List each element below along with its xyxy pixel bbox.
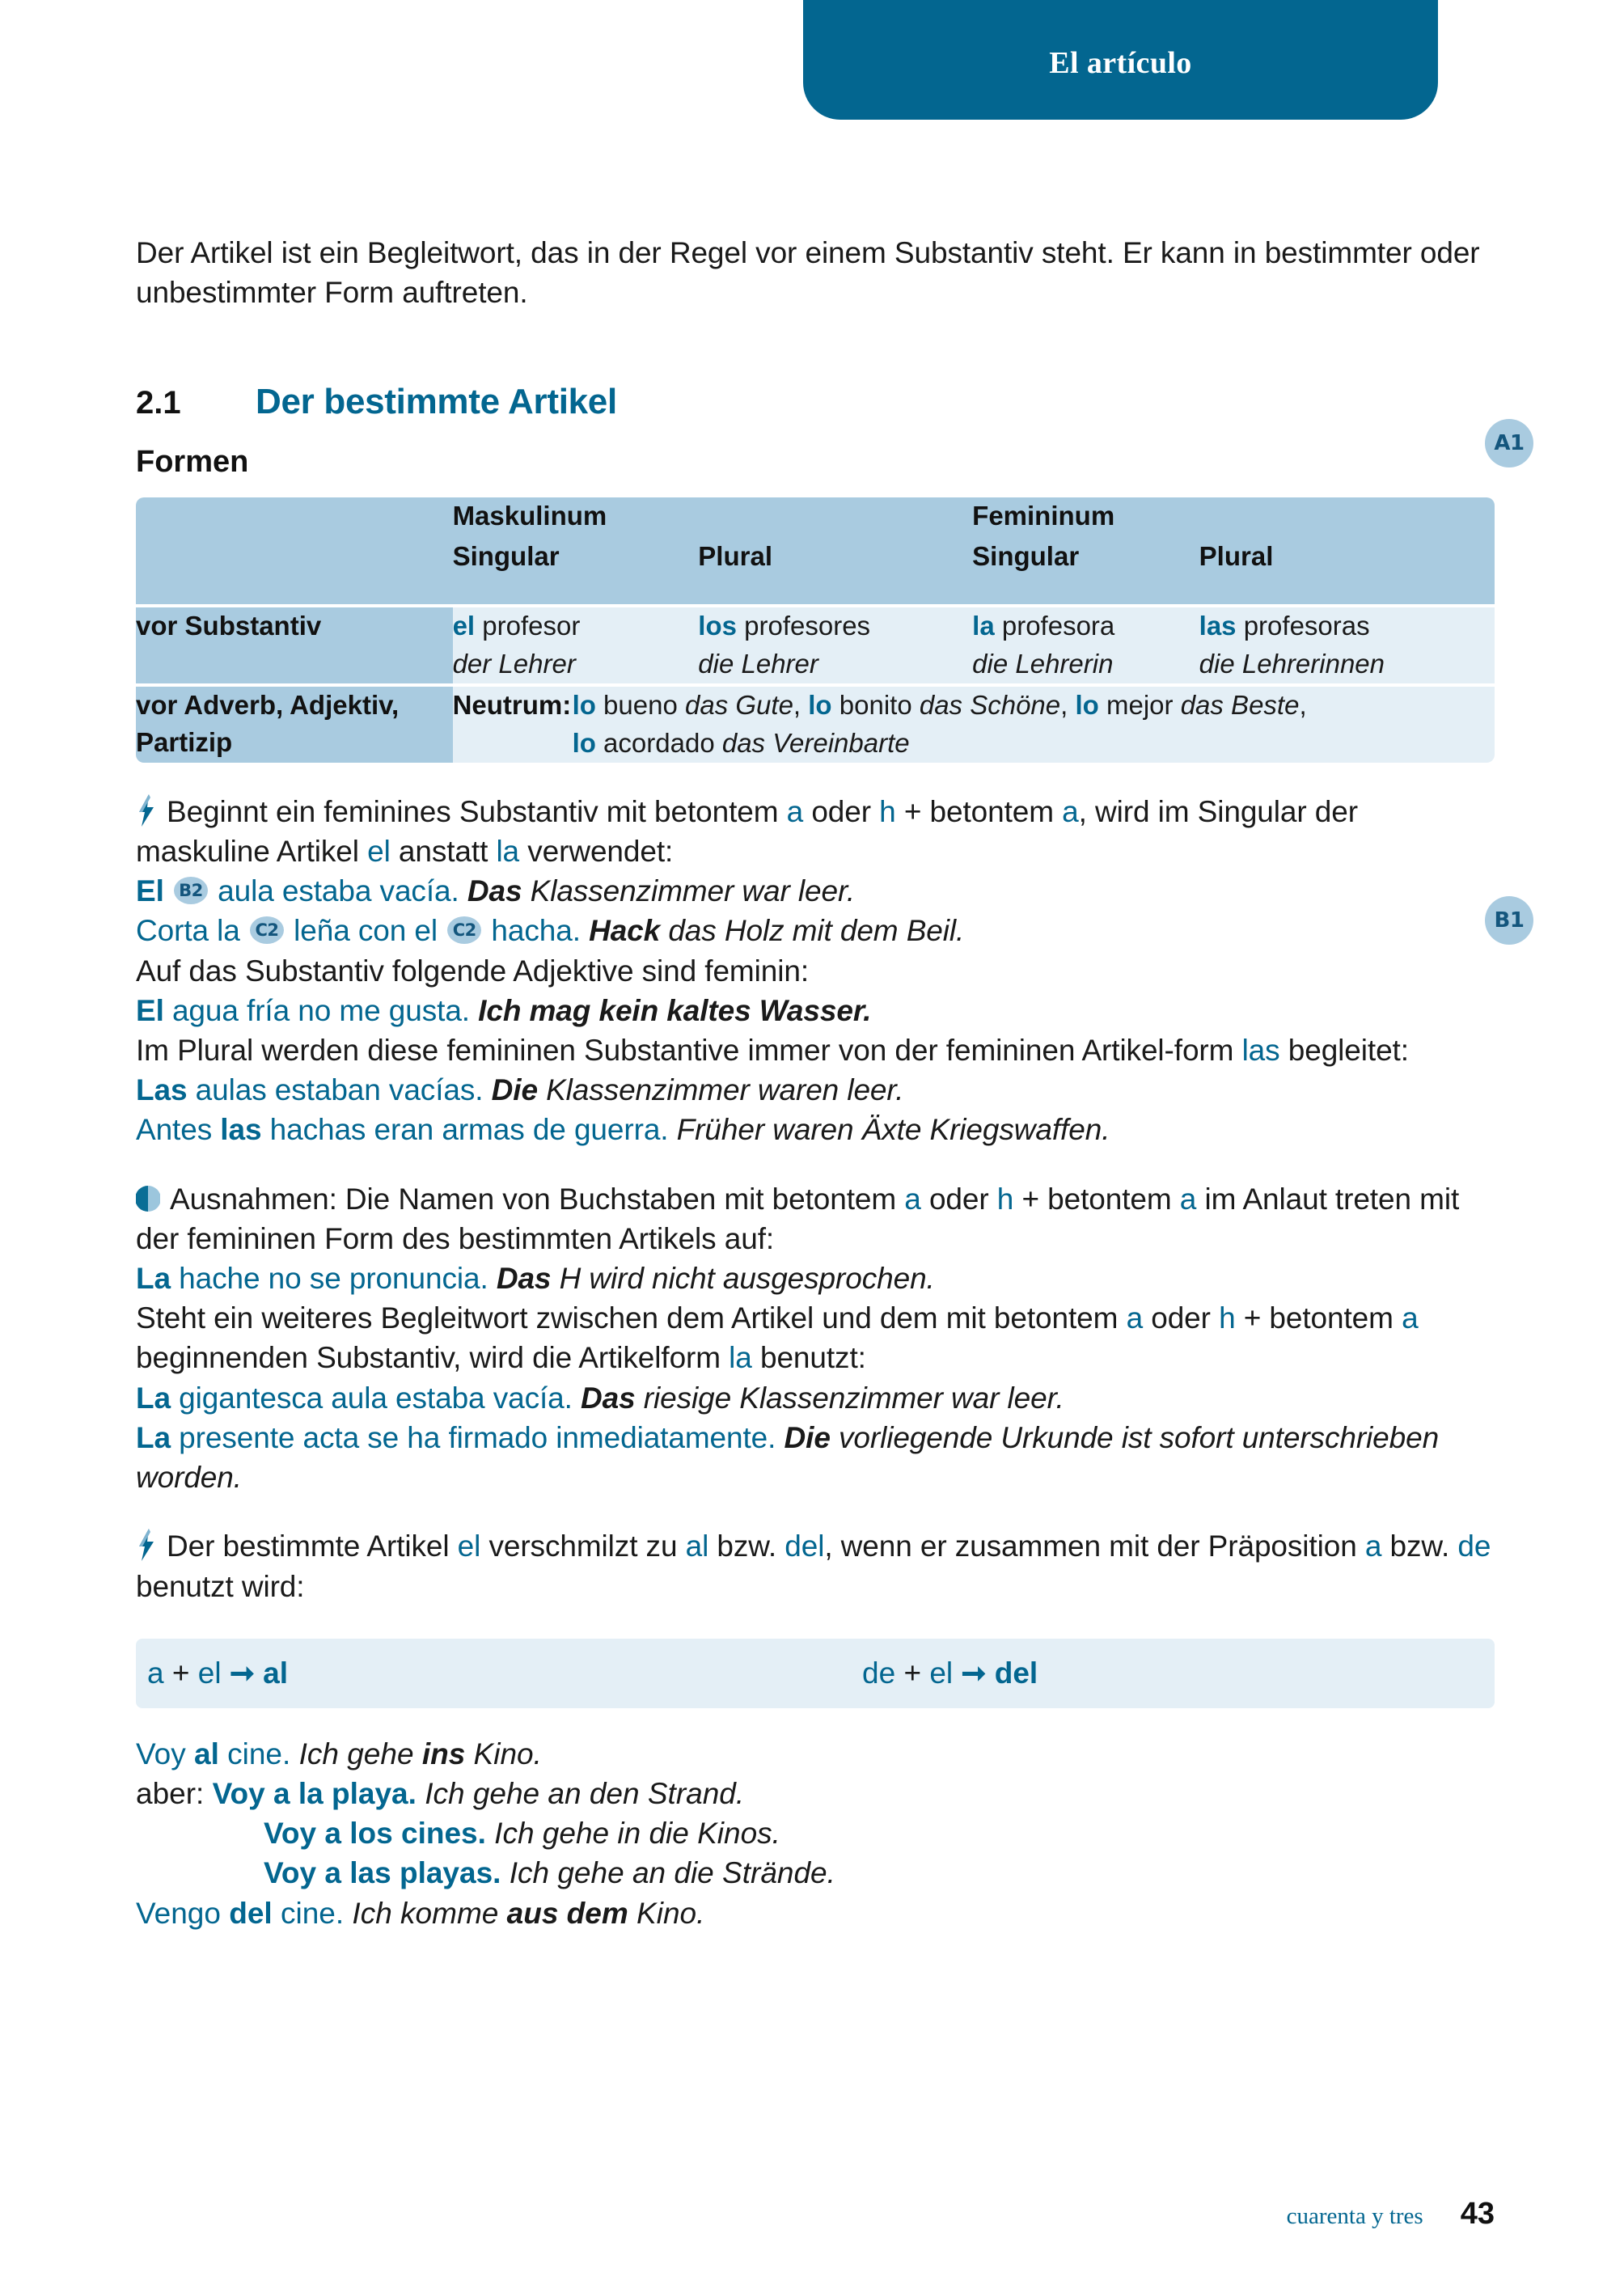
row-label-vor-adverb	[136, 687, 453, 763]
contraction-text-f: benutzt wird:	[136, 1569, 305, 1603]
lightning-bolt-icon-2	[136, 1529, 157, 1561]
intro-paragraph: Der Artikel ist ein Begleitwort, das in der Regel vor einem Substantiv steht. Er kann in bestimmter oder unbestimmter Form auftreten.	[136, 236, 1480, 310]
rule1-text-a: Beginnt ein feminines Substantiv mit betontem	[167, 794, 787, 828]
german-die-lehrerin: die Lehrerin	[972, 649, 1114, 679]
contraction-kw-de: de	[1457, 1529, 1491, 1563]
ex-article-al: al	[194, 1737, 219, 1771]
example-article-el: El	[136, 874, 164, 908]
ex-de-an-den-strand: Ich gehe an den Strand.	[425, 1776, 745, 1810]
cell-masc-plural	[698, 607, 972, 683]
section-heading	[136, 382, 1495, 422]
example-sp-hacha: hacha.	[491, 914, 581, 948]
neutrum-de-3: das Beste	[1180, 690, 1300, 721]
ex-sp-cine-2: cine.	[272, 1896, 345, 1930]
ex-sp-cine: cine.	[218, 1737, 291, 1771]
block-exceptions	[136, 1179, 1495, 1498]
example-german-vorliegende-urkunde: vorliegende Urkunde ist sofort unterschrieben worden.	[136, 1420, 1440, 1495]
section-number: 2.1	[136, 385, 181, 421]
inline-level-badge-c2-1: C2	[250, 916, 284, 944]
example-vengo-del-cine	[136, 1893, 1495, 1933]
example-sp-agua-fria: agua fría no me gusta.	[163, 993, 470, 1027]
exceptions-text-a: Ausnahmen: Die Namen von Buchstaben mit betontem	[170, 1182, 905, 1216]
article-lo-4: lo	[572, 727, 596, 758]
example-german-holz-beil: das Holz mit dem Beil.	[660, 914, 965, 948]
article-las: las	[1199, 611, 1237, 641]
article-lo-1: lo	[572, 690, 596, 721]
masculine-singular-label: Singular	[452, 540, 560, 571]
contraction-text-e: bzw.	[1381, 1529, 1458, 1563]
intervening-text-b: oder	[1143, 1301, 1220, 1335]
example-article-la-2: La	[136, 1381, 171, 1415]
neutrum-sp-3: mejor	[1098, 690, 1181, 721]
row-label-line1: vor Adverb, Adjektiv,	[136, 690, 400, 721]
example-german-das-2: Das	[496, 1262, 552, 1296]
german-die-lehrer: die Lehrer	[698, 649, 818, 679]
ex-de-ich-gehe: Ich gehe ins Kino.	[298, 1737, 542, 1771]
bottom-examples	[136, 1734, 1495, 1933]
neutrum-tail-2: ,	[1060, 690, 1076, 721]
formula-de-el-del	[862, 1656, 1038, 1690]
neutrum-tail-1: ,	[793, 690, 809, 721]
example-article-la-1: La	[136, 1262, 171, 1296]
ex-sp-vengo: Vengo	[136, 1896, 230, 1930]
arrow-right-icon-2: ➞	[961, 1656, 987, 1690]
example-sp-gigantesca: gigantesca aula estaba vacía.	[170, 1381, 573, 1415]
example-article-el-2: El	[136, 993, 164, 1027]
example-german-klassenzimmer: Klassenzimmer war leer.	[522, 874, 855, 908]
aber-label: aber:	[136, 1776, 205, 1810]
example-voy-a-las-playas	[136, 1853, 1495, 1893]
subheading-formen: Formen	[136, 445, 249, 480]
formula-left-result: al	[263, 1656, 288, 1690]
example-voy-a-la-playa	[136, 1774, 1495, 1813]
ex-sp-voy: Voy	[136, 1737, 194, 1771]
contraction-kw-al: al	[685, 1529, 709, 1563]
table-header-feminine-plural	[1199, 497, 1495, 604]
neutrum-label: Neutrum:	[452, 690, 572, 721]
example-la-hache	[136, 1259, 1495, 1298]
masculine-plural-label: Plural	[698, 541, 772, 572]
example-las-aulas	[136, 1070, 1495, 1110]
example-spanish-aula: aula estaba vacía.	[218, 874, 459, 908]
contraction-kw-del: del	[785, 1529, 825, 1563]
exceptions-kw-h: h	[996, 1182, 1014, 1216]
cell-fem-plural	[1199, 607, 1495, 683]
rule1-kw-el: el	[367, 835, 391, 869]
plural-rule-kw-las: las	[1241, 1034, 1280, 1068]
intervening-kw-a: a	[1126, 1301, 1144, 1335]
table-header-masculine-singular	[453, 497, 699, 604]
formula-a-el-al	[136, 1656, 288, 1690]
paragraph-adjectives-feminine: Auf das Substantiv folgende Adjektive sind feminin:	[136, 954, 810, 988]
example-german-ich-mag: Ich mag kein kaltes Wasser.	[469, 993, 872, 1027]
example-la-presente-acta	[136, 1418, 1495, 1497]
neutrum-tail-3: ,	[1299, 690, 1307, 721]
article-el: el	[452, 611, 476, 641]
neutrum-sp-2: bonito	[831, 690, 920, 721]
contraction-text-d: , wenn er zusammen mit der Präposition	[824, 1529, 1365, 1563]
feminine-plural-label: Plural	[1199, 541, 1274, 572]
example-el-aula	[136, 871, 1495, 911]
neutrum-de-2: das Schöne	[919, 690, 1061, 721]
folio-word: cuarenta y tres	[1286, 2203, 1423, 2229]
example-german-das: Das	[467, 874, 522, 908]
cell-neutrum	[453, 687, 1495, 763]
rule1-text-e: anstatt	[390, 835, 497, 869]
rule1-text-c: + betontem	[895, 794, 1063, 828]
intervening-kw-a2: a	[1402, 1301, 1419, 1335]
noun-profesoras: profesoras	[1236, 611, 1370, 641]
ex-sp-voy-a-las-playas: Voy a las playas.	[264, 1856, 501, 1890]
level-badge-a1: A1	[1485, 419, 1533, 467]
contraction-text-b: verschmilzt zu	[480, 1529, 686, 1563]
exceptions-kw-a2: a	[1179, 1182, 1197, 1216]
ex-de-aus-dem: aus dem	[506, 1896, 628, 1930]
row-label-vor-substantiv: vor Substantiv	[136, 607, 453, 683]
paragraph-exceptions-intro	[136, 1179, 1495, 1259]
example-la-gigantesca-aula	[136, 1378, 1495, 1418]
example-sp-corta-la: Corta la	[136, 914, 240, 948]
formula-left-plus: +	[171, 1656, 190, 1690]
exceptions-text-b: oder	[920, 1182, 997, 1216]
article-lo-3: lo	[1075, 690, 1099, 721]
table-header-feminine-singular	[972, 497, 1199, 604]
ex-sp-voy-a-los-cines: Voy a los cines.	[264, 1817, 486, 1851]
contraction-kw-a: a	[1364, 1529, 1382, 1563]
contraction-formula-box	[136, 1639, 1495, 1708]
folio-number: 43	[1460, 2197, 1495, 2231]
paragraph-plural-rule	[136, 1030, 1495, 1070]
inline-level-badge-c2-2: C2	[447, 916, 481, 944]
noun-profesores: profesores	[736, 611, 871, 641]
example-article-las: Las	[136, 1073, 188, 1107]
example-corta-la-lena	[136, 911, 1495, 950]
intervening-kw-h: h	[1219, 1301, 1236, 1335]
ex-article-del: del	[229, 1896, 273, 1930]
contraction-text-c: bzw.	[708, 1529, 785, 1563]
example-sp-presente-acta: presente acta se ha firmado inmediatamente.	[170, 1420, 776, 1454]
intervening-text-a: Steht ein weiteres Begleitwort zwischen dem Artikel und dem mit betontem	[136, 1301, 1127, 1335]
contraction-text-a: Der bestimmte Artikel	[167, 1529, 458, 1563]
inline-level-badge-b2: B2	[174, 877, 208, 904]
table-header-row	[136, 497, 1495, 604]
formula-right-el: el	[929, 1656, 954, 1690]
ex-de-ich-komme: Ich komme	[352, 1896, 507, 1930]
intervening-text-c: + betontem	[1235, 1301, 1402, 1335]
table-row-neutrum	[136, 687, 1495, 763]
neutrum-sp-4: acordado	[595, 727, 722, 758]
forms-table	[136, 497, 1495, 762]
masculine-group-label: Maskulinum	[452, 501, 607, 531]
feminine-group-label: Femininum	[972, 501, 1115, 531]
rule1-kw-la: la	[496, 835, 520, 869]
section-title: Der bestimmte Artikel	[256, 382, 617, 422]
rule1-text-f: verwendet:	[519, 835, 674, 869]
example-german-die: Die	[491, 1073, 538, 1107]
block-contraction-rule	[136, 1526, 1495, 1606]
neutrum-sp-1: bueno	[595, 690, 685, 721]
intervening-text-d: beginnenden Substantiv, wird die Artikelform	[136, 1341, 730, 1375]
paragraph-contraction	[136, 1526, 1495, 1606]
german-der-lehrer: der Lehrer	[452, 649, 576, 679]
half-circle-icon	[136, 1183, 160, 1212]
noun-profesor: profesor	[475, 611, 581, 641]
exceptions-text-d: im Anlaut treten mit der femininen Form des bestimmten Artikels auf:	[136, 1182, 1460, 1255]
neutrum-de-4: das Vereinbarte	[721, 727, 910, 758]
row-label-line2: Partizip	[136, 726, 233, 757]
page-footer	[136, 2197, 1495, 2232]
example-sp-antes: Antes	[136, 1113, 221, 1147]
ex-de-kino: Kino.	[628, 1896, 705, 1930]
intervening-kw-la: la	[729, 1341, 752, 1375]
block-feminine-stressed-a	[136, 792, 1495, 1150]
page-content	[136, 0, 1495, 1933]
example-sp-hache-pronuncia: hache no se pronuncia.	[170, 1262, 488, 1296]
exceptions-kw-a: a	[904, 1182, 921, 1216]
ex-de-ins: ins	[421, 1737, 466, 1771]
formula-right-de: de	[862, 1656, 896, 1690]
table-header-empty	[136, 497, 453, 604]
example-sp-hachas-armas: hachas eran armas de guerra.	[261, 1113, 669, 1147]
noun-profesora: profesora	[994, 611, 1115, 641]
ex-de-an-die-straende: Ich gehe an die Strände.	[509, 1856, 835, 1890]
paragraph-intervening-word-rule	[136, 1298, 1495, 1377]
example-german-h-ausgesprochen: H wird nicht ausgesprochen.	[551, 1262, 935, 1296]
example-sp-lena-con-el: leña con el	[294, 914, 438, 948]
arrow-right-icon: ➞	[229, 1656, 255, 1690]
chapter-tab-title: El artículo	[1049, 46, 1192, 80]
rule1-kw-a: a	[786, 794, 804, 828]
formula-right-plus: +	[903, 1656, 922, 1690]
plural-rule-text-b: begleitet:	[1279, 1034, 1409, 1068]
article-los: los	[698, 611, 737, 641]
example-voy-al-cine	[136, 1734, 1495, 1774]
cell-fem-singular	[972, 607, 1199, 683]
plural-rule-text-a: Im Plural werden diese femininen Substantive immer von der femininen Artikel-form	[136, 1034, 1242, 1068]
example-german-das-3: Das	[581, 1381, 636, 1415]
table-header-masculine-plural	[698, 497, 972, 604]
example-german-axte: Früher waren Äxte Kriegswaffen.	[668, 1113, 1110, 1147]
example-german-die-2: Die	[784, 1420, 831, 1454]
contraction-kw-el: el	[457, 1529, 481, 1563]
example-sp-aulas-vacias: aulas estaban vacías.	[187, 1073, 484, 1107]
ex-sp-voy-a-la-playa: Voy a la playa.	[212, 1776, 417, 1810]
article-la: la	[972, 611, 995, 641]
intervening-text-e: benutzt:	[751, 1341, 866, 1375]
example-german-klassenzimmer-waren: Klassenzimmer waren leer.	[537, 1073, 904, 1107]
exceptions-text-c: + betontem	[1013, 1182, 1180, 1216]
neutrum-de-1: das Gute	[685, 690, 793, 721]
formula-right-result: del	[994, 1656, 1038, 1690]
rule1-kw-a2: a	[1062, 794, 1079, 828]
level-badge-b1: B1	[1485, 896, 1533, 945]
example-antes-las-hachas	[136, 1110, 1495, 1149]
paragraph-rule-1	[136, 792, 1495, 871]
example-article-la-3: La	[136, 1420, 171, 1454]
formula-left-el: el	[197, 1656, 222, 1690]
example-german-hack: Hack	[589, 914, 661, 948]
example-german-riesige: riesige Klassenzimmer war leer.	[635, 1381, 1064, 1415]
table-row-vor-substantiv	[136, 607, 1495, 683]
cell-masc-singular	[453, 607, 699, 683]
example-el-agua-fria	[136, 991, 1495, 1030]
rule1-text-b: oder	[803, 794, 880, 828]
lightning-bolt-icon	[136, 794, 157, 827]
rule1-text-d: , wird im Singular der maskuline Artikel	[136, 794, 1358, 869]
ex-de-in-die-kinos: Ich gehe in die Kinos.	[494, 1817, 780, 1851]
example-voy-a-los-cines	[136, 1813, 1495, 1853]
formula-left-a: a	[147, 1656, 164, 1690]
article-lo-2: lo	[808, 690, 832, 721]
german-die-lehrerinnen: die Lehrerinnen	[1199, 649, 1385, 679]
rule1-kw-h: h	[879, 794, 896, 828]
feminine-singular-label: Singular	[972, 540, 1080, 571]
example-article-las-2: las	[220, 1113, 262, 1147]
